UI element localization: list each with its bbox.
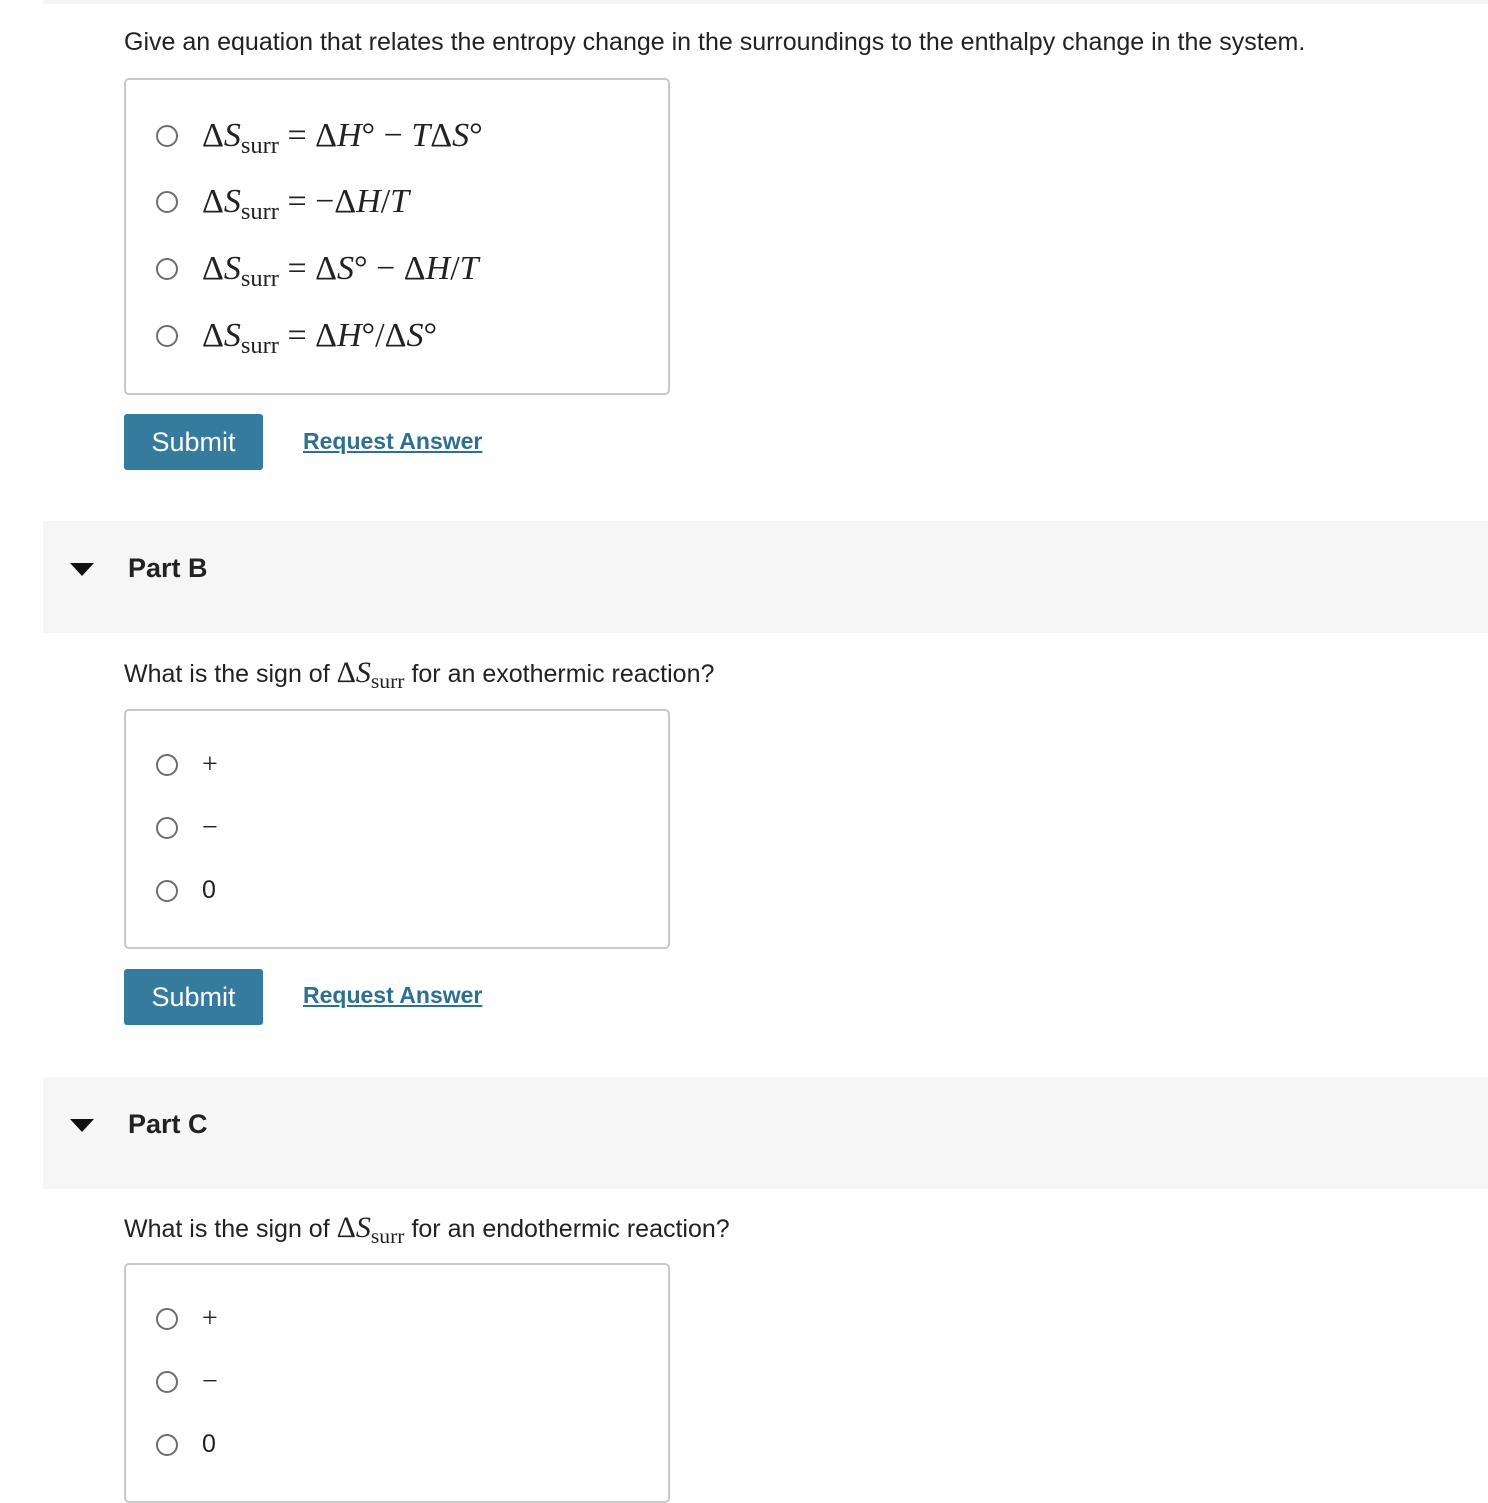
option-label: + [202, 1303, 218, 1334]
part-c-option-zero[interactable] [156, 1430, 216, 1459]
option-label: + [202, 749, 218, 780]
part-a-request-answer-link[interactable]: Request Answer [303, 428, 483, 454]
part-a-choices [124, 78, 670, 395]
caret-down-icon[interactable] [70, 1119, 94, 1132]
option-equation: $\Delta S_{surr} = \Delta S^\circ - \Delta H/T$ [202, 250, 479, 293]
part-a-option-2[interactable] [156, 183, 410, 226]
part-c-header[interactable] [43, 1077, 1488, 1189]
part-b-title: Part B [128, 553, 208, 583]
prompt-text-after: for an endothermic reaction? [411, 1215, 730, 1243]
option-label: 0 [202, 876, 216, 904]
radio-button[interactable] [156, 1308, 178, 1330]
option-label: − [202, 812, 218, 843]
radio-button[interactable] [156, 325, 178, 347]
delta-s-surr-symbol: $\Delta S_{surr}$ [336, 656, 405, 694]
part-b-choices [124, 709, 670, 949]
radio-button[interactable] [156, 191, 178, 213]
part-a-prompt: Give an equation that relates the entropy change in the surroundings to the enthalpy change in the system. [124, 28, 1306, 56]
part-a-option-3[interactable] [156, 250, 479, 293]
radio-button[interactable] [156, 258, 178, 280]
delta-s-surr-symbol: $\Delta S_{surr}$ [336, 1211, 405, 1249]
part-b-submit-button[interactable]: Submit [124, 969, 263, 1025]
prompt-text-after: for an exothermic reaction? [411, 660, 715, 688]
part-b-header[interactable] [43, 521, 1488, 633]
option-label: 0 [202, 1430, 216, 1458]
radio-button[interactable] [156, 1434, 178, 1456]
option-equation: $\Delta S_{surr} = \Delta H^\circ/\Delta S^\circ$ [202, 317, 438, 360]
part-b-option-plus[interactable] [156, 749, 218, 781]
part-b-prompt [124, 656, 715, 694]
top-divider [43, 0, 1488, 4]
option-equation: $\Delta S_{surr} = -\Delta H/T$ [202, 183, 410, 226]
prompt-text-before: What is the sign of [124, 1215, 330, 1243]
radio-button[interactable] [156, 125, 178, 147]
part-c-prompt [124, 1211, 730, 1249]
radio-button[interactable] [156, 1371, 178, 1393]
part-b-request-answer-link[interactable]: Request Answer [303, 982, 483, 1008]
part-c-choices [124, 1263, 670, 1503]
part-a-option-4[interactable] [156, 317, 438, 360]
part-c-option-plus[interactable] [156, 1303, 218, 1335]
option-label: − [202, 1366, 218, 1397]
prompt-text-before: What is the sign of [124, 660, 330, 688]
part-c-title: Part C [128, 1109, 208, 1139]
radio-button[interactable] [156, 880, 178, 902]
part-b-option-minus[interactable] [156, 812, 218, 844]
caret-down-icon[interactable] [70, 563, 94, 576]
radio-button[interactable] [156, 754, 178, 776]
part-a-option-1[interactable] [156, 117, 483, 160]
part-c-option-minus[interactable] [156, 1366, 218, 1398]
option-equation: $\Delta S_{surr} = \Delta H^\circ - T\Delta S^\circ$ [202, 117, 483, 160]
radio-button[interactable] [156, 817, 178, 839]
part-a-submit-button[interactable]: Submit [124, 414, 263, 470]
part-b-option-zero[interactable] [156, 876, 216, 905]
